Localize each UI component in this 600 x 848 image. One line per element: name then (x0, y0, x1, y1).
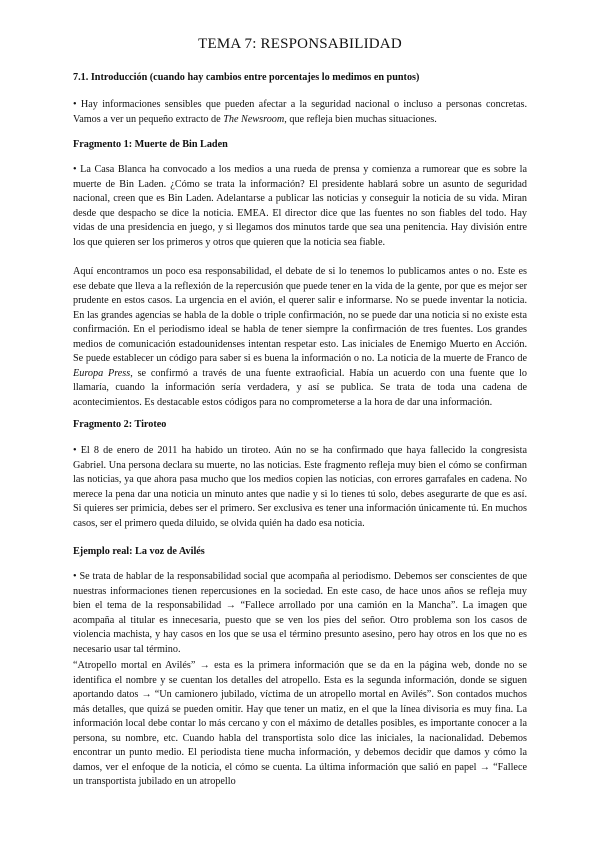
intro-italic-title: The Newsroom (223, 113, 285, 125)
example-paragraph-1: • Se trata de hablar de la responsabilidad social que acompaña al periodismo. Debemos ser conscientes de que nuestras informaciones tienen repercusiones en la sociedad. En este caso, de hace unos años se refleja muy bien el tema de la responsabilidad → “Fallece arrollado por una camión en la Mancha”. La imagen que acompaña al titular es innecesaria, puesto que se ven los pies del señor. Otro problema son los casos de violencia machista, y hay casos en los que se usa el término presunto asesino, pero hay otros en los que no es necesario usar tal término. (73, 571, 527, 655)
fragment1-p2-italic: Europa Press (73, 367, 131, 379)
fragment1-paragraph-1: • La Casa Blanca ha convocado a los medios a una rueda de prensa y comienza a rumorear que es sobre la muerte de Bin Laden. ¿Cómo se trata la información? El presidente hablará sobre un asunto de seguridad nacional, creen que es Bin Laden. Adelantarse a publicar las noticias y conseguir la noticia de su vida. Miran desde que despacho se dice la noticia. EMEA. El director dice que las fuentes no son fiables del todo. Hay vidas de una presidencia en juego, y si llegamos dos minutos tarde que sea una penitencia. Hay división entre los que quieren ser los primeros y otros que quieren que la noticia sea fiable. (73, 164, 527, 248)
fragment1-p2-after: , se confirmó a través de una fuente extraoficial. Había un acuerdo con una fuente que lo llamaría, cuando la información sería verdadera, y así se publica. Se trata de toda una cadena de acontecimientos. Es destacable estos códigos para no comprometerse a la hora de dar una información. (73, 367, 527, 408)
example-paragraph-2: “Atropello mortal en Avilés” → esta es la primera información que se da en la página web, donde no se identifica el nombre y se cuentan los detalles del atropello. Esta es la segunda información, donde se siguen aportando datos → “Un camionero jubilado, víctima de un atropello mortal en Avilés”. Son contados muchos más detalles, que quizá se pueden omitir. Hay que tener un matiz, en el que la línea divisoria es muy fina. La información local debe contar lo más cercano y con el máximo de detalles posibles, es importante conocer a la persona, su nombre, etc. Cuando habla del transportista solo dice las iniciales, la nacionalidad. Debemos encontrar un punto medio. El periodista tiene mucha información, y debemos decidir que damos y cómo la damos, ver el enfoque de la noticia, el cómo se cuenta. La última información que salió en papel → “Fallece un transportista jubilado en un atropello (73, 660, 527, 787)
section-heading: 7.1. Introducción (cuando hay cambios entre porcentajes lo medimos en puntos) (73, 72, 420, 83)
example-heading: Ejemplo real: La voz de Avilés (73, 546, 205, 557)
page-title: TEMA 7: RESPONSABILIDAD (198, 36, 402, 52)
intro-paragraph (73, 98, 527, 127)
fragment2-heading: Fragmento 2: Tiroteo (73, 419, 167, 430)
fragment1-heading: Fragmento 1: Muerte de Bin Laden (73, 139, 228, 150)
fragment1-p2-before: Aquí encontramos un poco esa responsabilidad, el debate de si lo tenemos lo publicamos antes o no. Este es ese debate que lleva a la reflexión de la repercusión que puede tener en la vida de la gente, por que es mejor ser prudente en estos casos. La urgencia en el avión, el querer salir e informarse. No se puede inventar la noticia. En las grandes agencias se habla de la doble o triple confirmación, no se puede dar una noticia si no existe esta confirmación. En el periodismo ideal se habla de tener siempre la confirmación de tres fuentes. Los grandes medios de comunicación estadounidenses intentan respetar esto. Las iniciales de Enemigo Muerto en Acción. Se puede establecer un código para saber si es buena la información o no. La noticia de la muerte de Franco de (73, 266, 527, 364)
fragment1-paragraph-2 (73, 265, 527, 410)
fragment2-paragraph-1: • El 8 de enero de 2011 ha habido un tiroteo. Aún no se ha confirmado que haya fallecido la congresista Gabriel. Una persona declara su muerte, no las noticias. Este fragmento refleja muy bien el cómo se confirman las noticias, ya que ahora pasa mucho que los medios copien las noticias, con errores garrafales en cadena. No merece la pena dar una noticia un minuto antes que nadie y si lo tienes tú solo, debes asegurarte de que es así. Si quieres ser primicia, debes ser el primero. Ser exclusiva es tener una información únicamente tú. En muchos casos, ser el primero queda diluido, se olvida quién ha dado esa noticia. (73, 445, 527, 529)
intro-text-before: • Hay informaciones sensibles que pueden afectar a la seguridad nacional o incluso a personas concretas. Vamos a ver un pequeño extracto de (73, 99, 527, 125)
intro-text-after: , que refleja bien muchas situaciones. (284, 113, 437, 125)
